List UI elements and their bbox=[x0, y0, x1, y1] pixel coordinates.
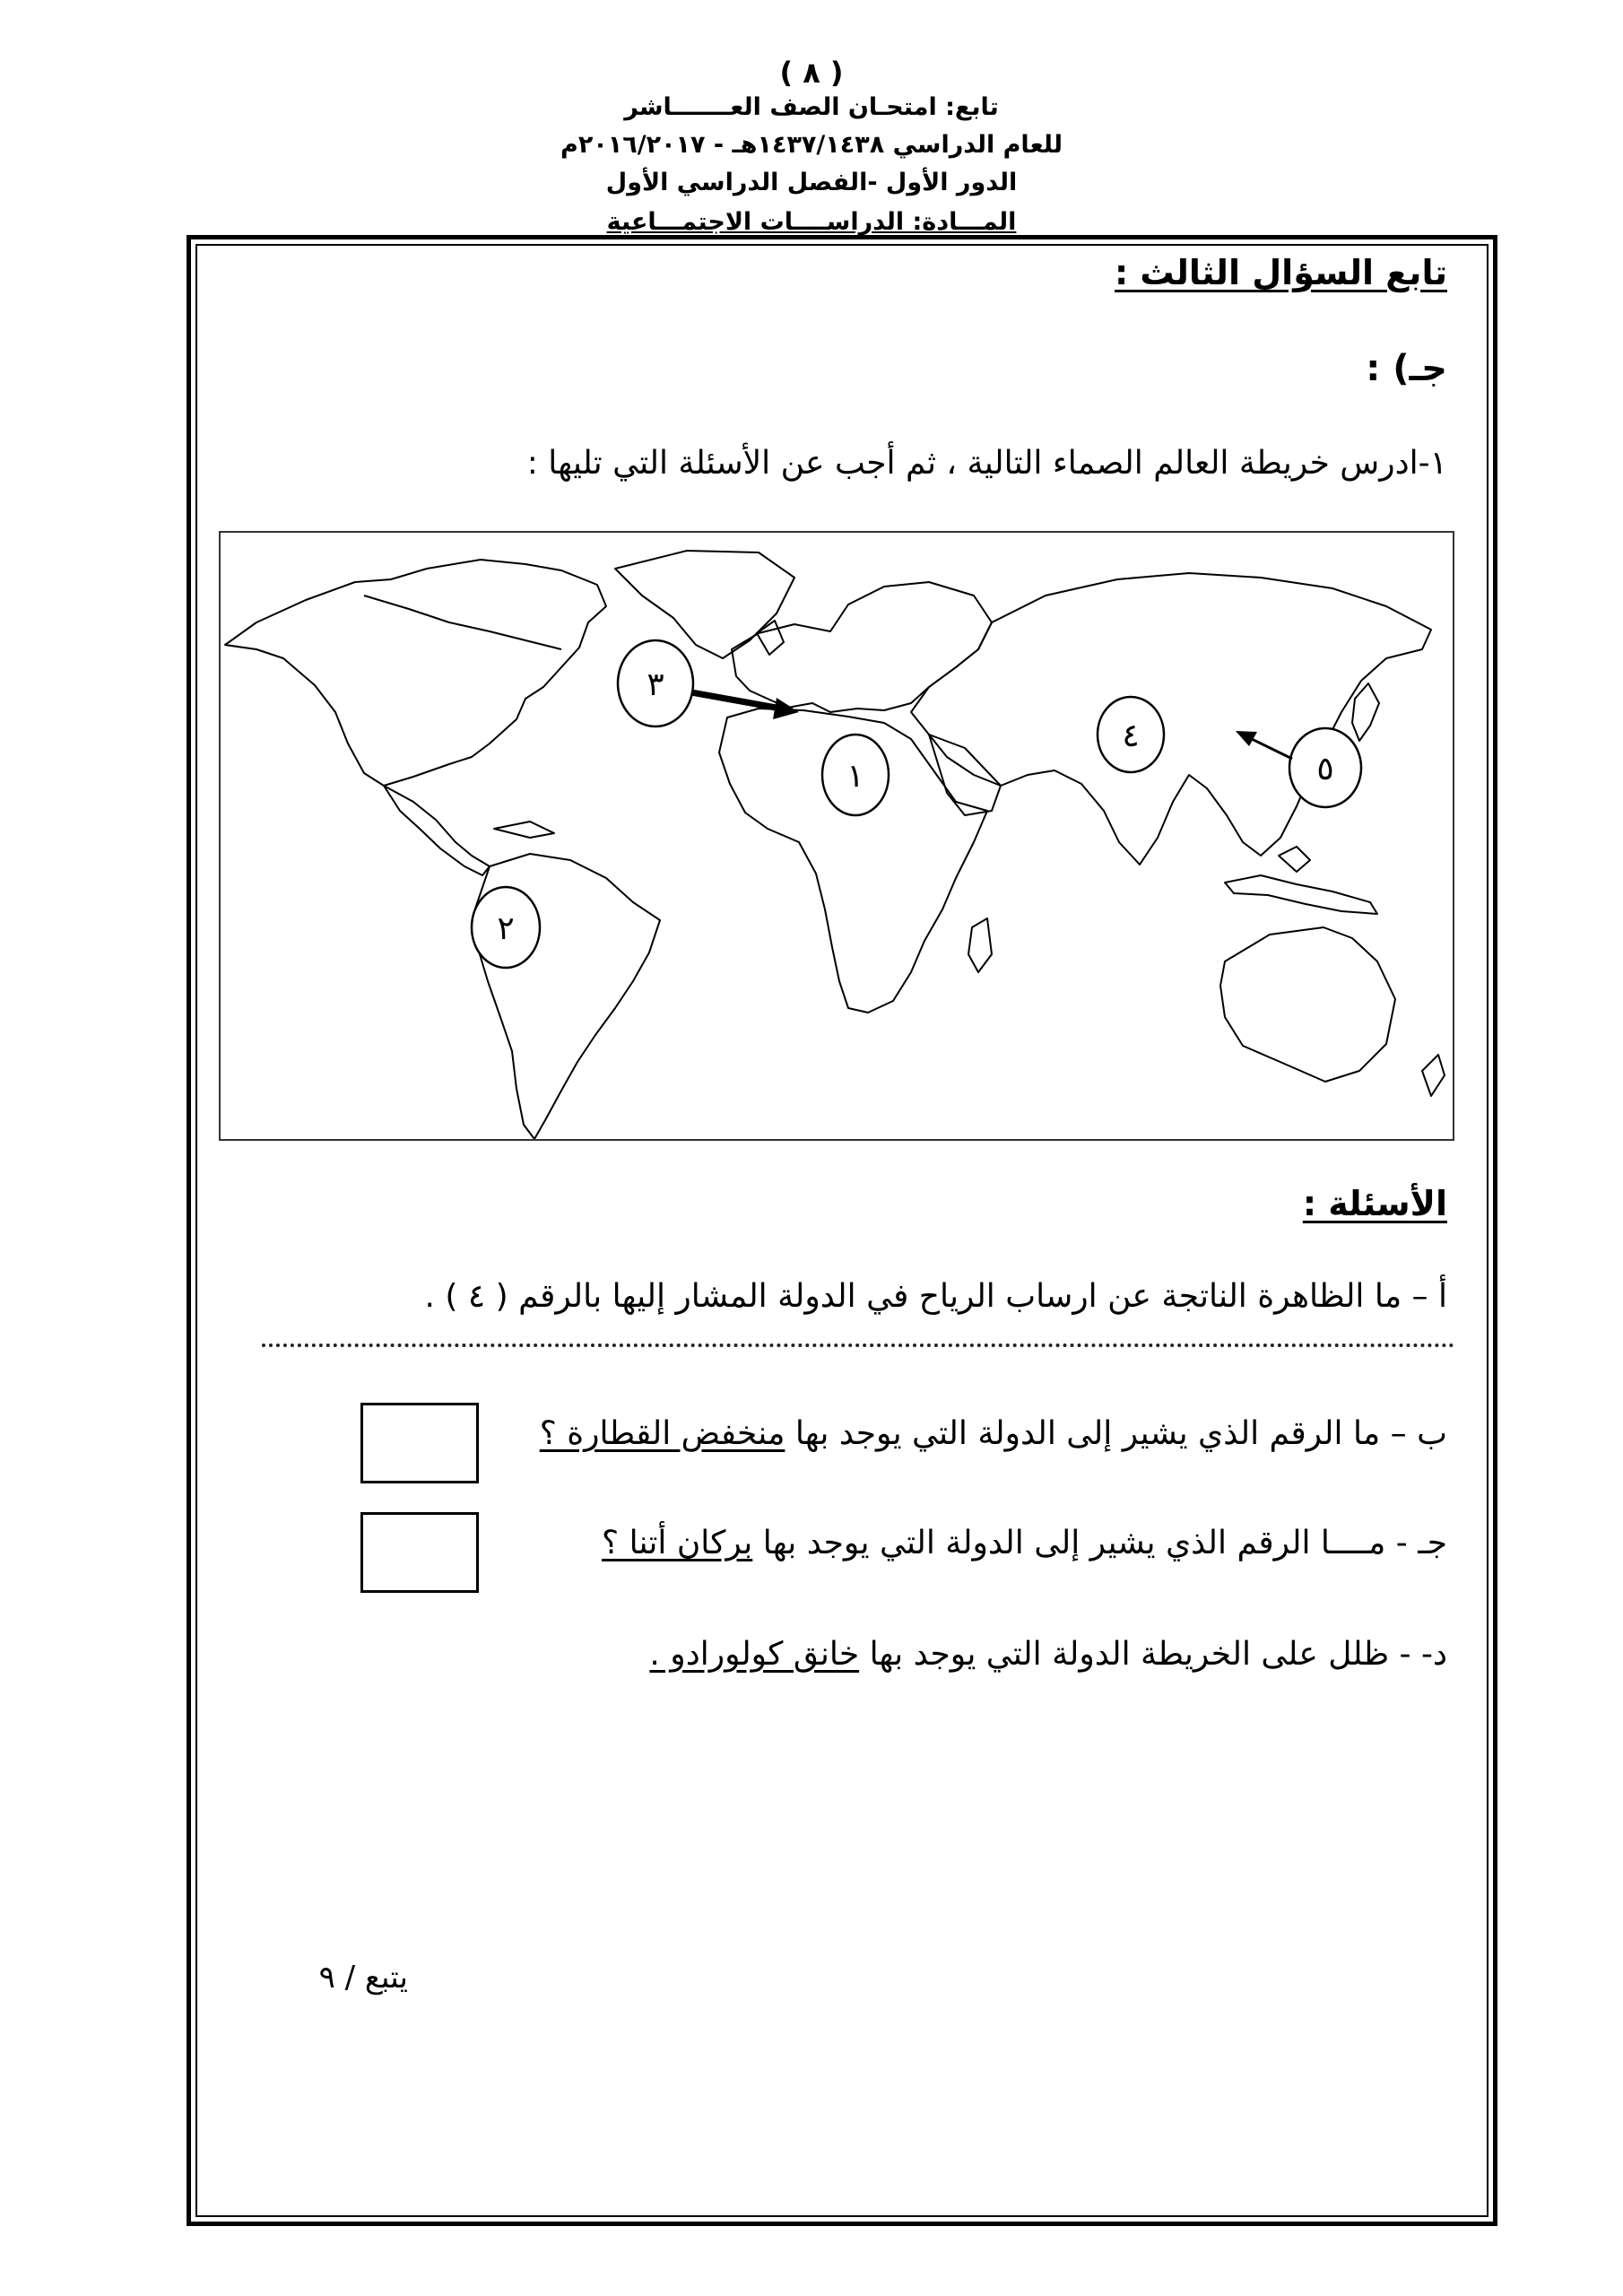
exam-title: تابع: امتحـان الصف العـــــــاشر bbox=[624, 93, 999, 121]
questions-heading: الأسئلة : bbox=[1302, 1184, 1447, 1223]
section-title: تابع السؤال الثالث : bbox=[1114, 253, 1447, 292]
north-america-outline bbox=[225, 560, 606, 786]
marker-1-label: ١ bbox=[846, 758, 864, 795]
subject-name: المـــادة: الدراســــات الاجتمـــاعية bbox=[606, 208, 1017, 236]
question-d-term: خانق كولورادو . bbox=[649, 1636, 860, 1673]
question-d-text: د- - ظلل على الخريطة الدولة التي يوجد بها bbox=[859, 1636, 1447, 1673]
marker-5 bbox=[1289, 728, 1361, 807]
question-b bbox=[540, 1415, 1447, 1452]
marker-4-label: ٤ bbox=[1122, 718, 1140, 754]
question-c-text: جـ - مــــا الرقم الذي يشير إلى الدولة التي يوجد بها bbox=[752, 1525, 1447, 1561]
academic-year: للعام الدراسي ١٤٣٧/١٤٣٨هـ - ٢٠١٦/٢٠١٧م bbox=[560, 131, 1063, 159]
europe-outline bbox=[732, 582, 992, 712]
marker-5-label: ٥ bbox=[1316, 751, 1334, 787]
japan-outline bbox=[1352, 683, 1379, 741]
map-arrows bbox=[691, 692, 1292, 759]
question-b-term: منخفض القطارة ؟ bbox=[539, 1415, 785, 1452]
question-a: أ – ما الظاهرة الناتجة عن ارساب الرياح في الدولة المشار إليها بالرقم ( ٤ ) . bbox=[424, 1278, 1447, 1315]
question-c-term: بركان أتنا ؟ bbox=[602, 1525, 753, 1561]
marker-3-label: ٣ bbox=[647, 666, 664, 703]
exam-session: الدور الأول -الفصل الدراسي الأول bbox=[605, 169, 1018, 196]
marker-2-label: ٢ bbox=[497, 910, 515, 947]
continue-label: يتبع / ٩ bbox=[318, 1960, 408, 1996]
marker-3 bbox=[618, 640, 693, 726]
australia-outline bbox=[1220, 927, 1395, 1082]
question-d bbox=[649, 1636, 1447, 1673]
marker-2 bbox=[472, 887, 540, 968]
map-markers bbox=[472, 640, 1361, 968]
world-map-outline bbox=[221, 533, 1454, 1141]
question-c bbox=[602, 1525, 1447, 1561]
answer-box-b[interactable] bbox=[360, 1403, 479, 1483]
world-map bbox=[219, 531, 1454, 1141]
marker-1 bbox=[822, 735, 889, 815]
answer-dotted-line[interactable] bbox=[262, 1344, 1454, 1347]
map-instruction: ١-ادرس خريطة العالم الصماء التالية ، ثم أجب عن الأسئلة التي تليها : bbox=[526, 445, 1447, 482]
central-america-outline bbox=[384, 786, 490, 875]
answer-box-c[interactable] bbox=[360, 1512, 479, 1593]
page-number: ( ٨ ) bbox=[779, 56, 844, 90]
question-b-text: ب – ما الرقم الذي يشير إلى الدولة التي يوجد بها bbox=[785, 1415, 1447, 1452]
marker-4 bbox=[1098, 697, 1164, 772]
part-label: جـ) : bbox=[1366, 348, 1447, 389]
